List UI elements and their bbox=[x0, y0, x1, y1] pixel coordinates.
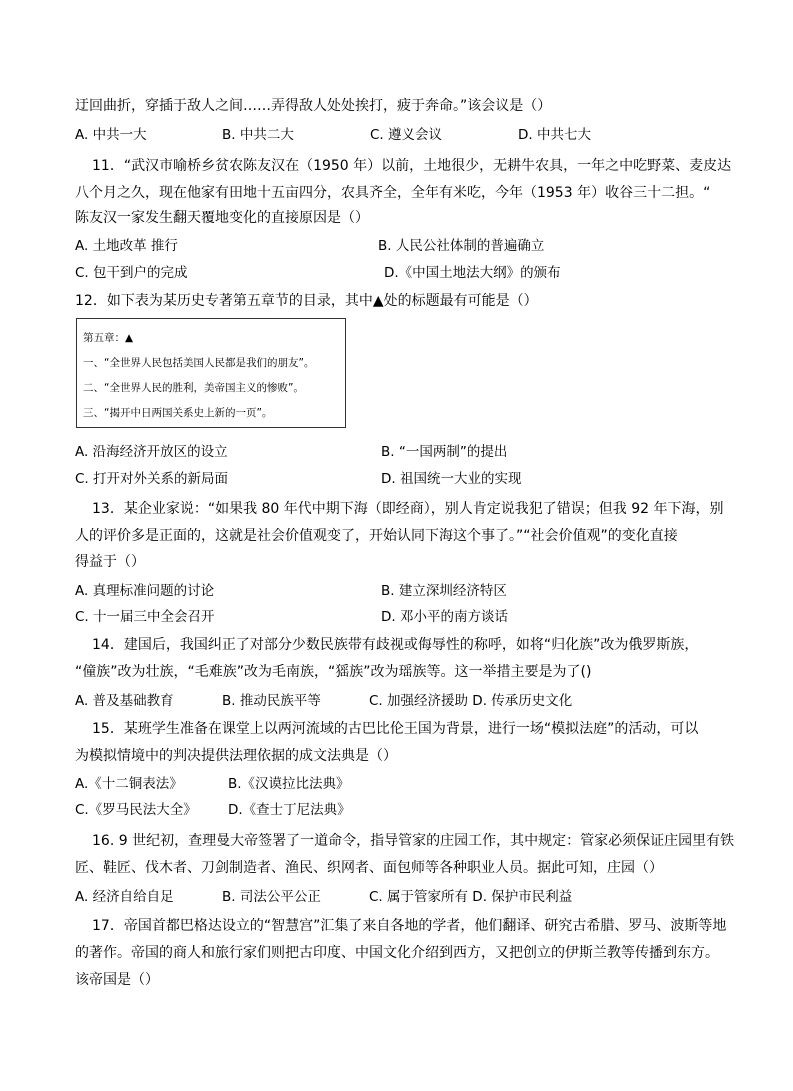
q10-option-d: D. 中共七大 bbox=[518, 127, 591, 143]
q13-option-a: A. 真理标准问题的讨论 bbox=[75, 583, 215, 599]
chapter-section-3: 三、“揭开中日两国关系史上新的一页”。 bbox=[83, 407, 273, 419]
q14-line-1: 14．建国后，我国纠正了对部分少数民族带有歧视或侮辱性的称呼，如将“归化族”改为俄罗斯族， bbox=[92, 637, 699, 653]
q11-option-a: A. 土地改革 推行 bbox=[75, 238, 178, 254]
q12-stem: 12．如下表为某历史专著第五章节的目录，其中▲处的标题最有可能是（） bbox=[75, 293, 538, 309]
q15-option-b: B.《汉谟拉比法典》 bbox=[228, 776, 350, 792]
q15-line-2: 为模拟情境中的判决提供法理依据的成文法典是（） bbox=[75, 748, 397, 764]
q16-option-a: A. 经济自给自足 bbox=[75, 889, 174, 905]
q13-option-c: C. 十一届三中全会召开 bbox=[75, 609, 215, 625]
chapter-table bbox=[76, 318, 346, 428]
q11-line-2: 八个月之久，现在他家有田地十五亩四分，农具齐全，全年有米吃，今年（1953 年）收谷三十二担。“ bbox=[75, 185, 711, 201]
q14-option-cd: C. 加强经济援助 D. 传承历史文化 bbox=[369, 693, 573, 709]
q10-option-b: B. 中共二大 bbox=[222, 127, 294, 143]
q11-option-d: D.《中国土地法大纲》的颁布 bbox=[384, 265, 561, 281]
q10-option-a: A. 中共一大 bbox=[75, 127, 147, 143]
q13-option-b: B. 建立深圳经济特区 bbox=[381, 583, 507, 599]
q17-line-2: 的著作。帝国的商人和旅行家们则把古印度、中国文化介绍到西方，又把创立的伊斯兰教等传播到东方。 bbox=[75, 945, 719, 961]
chapter-title: 第五章：▲ bbox=[83, 332, 134, 344]
q15-option-a: A.《十二铜表法》 bbox=[75, 776, 183, 792]
q14-option-b: B. 推动民族平等 bbox=[222, 693, 321, 709]
q13-line-1: 13．某企业家说：“如果我 80 年代中期下海（即经商），别人肯定说我犯了错误；但我 92 年下海，别 bbox=[92, 501, 724, 517]
chapter-section-1: 一、“全世界人民包括美国人民都是我们的朋友”。 bbox=[83, 357, 315, 369]
q16-line-2: 匠、鞋匠、伐木者、刀剑制造者、渔民、织网者、面包师等各种职业人员。据此可知，庄园（） bbox=[75, 860, 663, 876]
q13-line-3: 得益于（） bbox=[75, 554, 145, 570]
q11-option-b: B. 人民公社体制的普遍确立 bbox=[378, 238, 545, 254]
q14-option-a: A. 普及基础教育 bbox=[75, 693, 174, 709]
q11-line-3: 陈友汉一家发生翻天覆地变化的直接原因是（） bbox=[75, 210, 369, 226]
q13-option-d: D. 邓小平的南方谈话 bbox=[381, 609, 508, 625]
q16-option-cd: C. 属于管家所有 D. 保护市民利益 bbox=[369, 889, 573, 905]
q14-line-2: “僮族”改为壮族，“毛难族”改为毛南族，“猺族”改为瑶族等。这一举措主要是为了() bbox=[75, 664, 592, 680]
q15-option-d: D.《查士丁尼法典》 bbox=[228, 802, 351, 818]
q12-option-c: C. 打开对外关系的新局面 bbox=[75, 471, 229, 487]
q12-option-a: A. 沿海经济开放区的设立 bbox=[75, 444, 228, 460]
q15-option-c: C.《罗马民法大全》 bbox=[75, 802, 197, 818]
q11-option-c: C. 包干到户的完成 bbox=[75, 265, 188, 281]
q12-option-d: D. 祖国统一大业的实现 bbox=[381, 471, 522, 487]
q13-line-2: 人的评价多是正面的，这就是社会价值观变了，开始认同下海这个事了。”“社会价值观”的变化直接 bbox=[75, 528, 678, 544]
q11-line-1: 11．“武汉市喻桥乡贫农陈友汉在（1950 年）以前，土地很少，无耕牛农具，一年之中吃野菜、麦皮达 bbox=[92, 158, 732, 174]
q10-option-c: C. 遵义会议 bbox=[370, 127, 443, 143]
q17-line-3: 该帝国是（） bbox=[75, 972, 159, 988]
q10-text: 迂回曲折，穿插于敌人之间……弄得敌人处处挨打，疲于奔命。”该会议是（） bbox=[75, 98, 552, 114]
q12-option-b: B. “一国两制”的提出 bbox=[381, 444, 508, 460]
q17-line-1: 17．帝国首都巴格达设立的“智慧宫”汇集了来自各地的学者，他们翻译、研究古希腊、罗马、波斯等地 bbox=[92, 918, 727, 934]
chapter-section-2: 二、“全世界人民的胜利，美帝国主义的惨败”。 bbox=[83, 382, 304, 394]
q16-line-1: 16. 9 世纪初，查理曼大帝签署了一道命令，指导管家的庄园工作，其中规定：管家必须保证庄园里有铁 bbox=[92, 833, 735, 849]
q15-line-1: 15．某班学生准备在课堂上以两河流域的古巴比伦王国为背景，进行一场“模拟法庭”的活动，可以 bbox=[92, 721, 699, 737]
q16-option-b: B. 司法公平公正 bbox=[222, 889, 321, 905]
